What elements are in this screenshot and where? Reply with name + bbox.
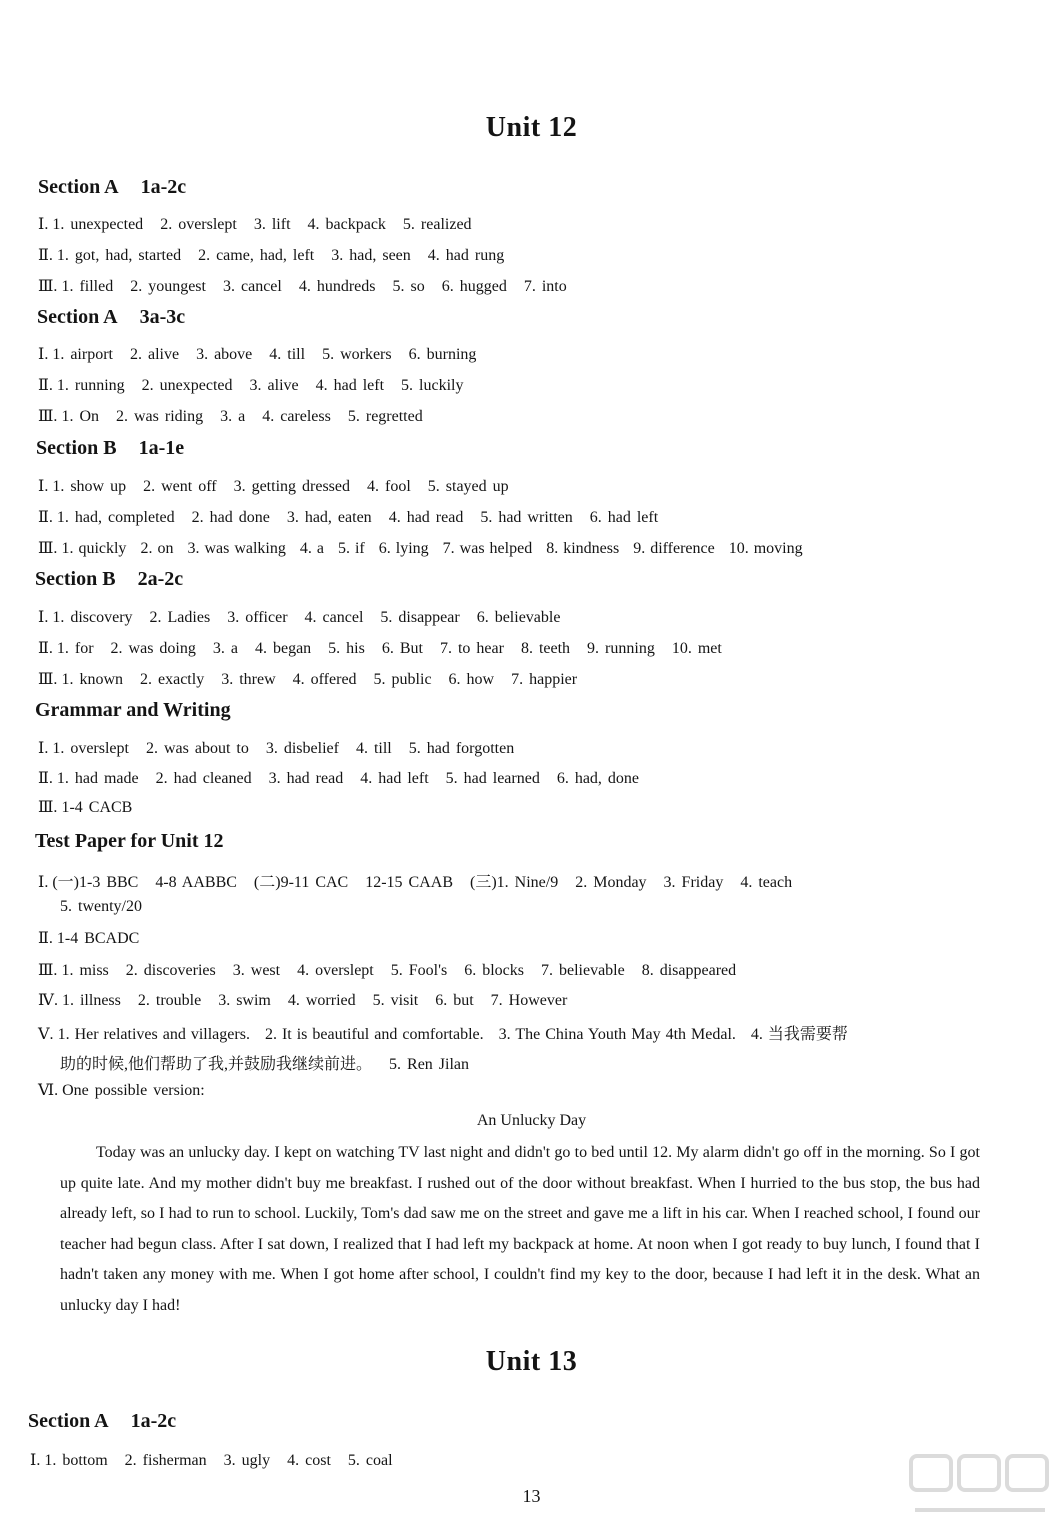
answer-item: 6. believable bbox=[476, 609, 561, 626]
roman-numeral: Ⅰ. bbox=[38, 216, 49, 233]
roman-numeral: Ⅲ. bbox=[38, 799, 58, 816]
answer-item: 6. blocks bbox=[464, 962, 524, 979]
answer-item: 2. on bbox=[140, 540, 174, 557]
answer-item: 6. but bbox=[435, 992, 474, 1009]
answer-item: 7. However bbox=[490, 992, 568, 1009]
section-heading bbox=[37, 306, 185, 329]
answer-item: 5. luckily bbox=[401, 377, 464, 394]
answer-item: 3. cancel bbox=[222, 278, 282, 295]
roman-numeral: Ⅰ. bbox=[38, 346, 49, 363]
answer-item: 1. discovery bbox=[52, 609, 133, 626]
section-heading bbox=[35, 830, 224, 853]
answer-line bbox=[38, 797, 149, 817]
answer-item: 12-15 CAAB bbox=[365, 874, 453, 891]
answer-item: 4. worried bbox=[287, 992, 356, 1009]
answer-item: 2. discoveries bbox=[125, 962, 216, 979]
essay-body: Today was an unlucky day. I kept on watching TV last night and didn't go to bed until 12. My alarm didn't go off in the morning. So I got up quite late. And my mother didn't buy me breakfast. I rushed out of the door without breakfast. When I hurried to the bus stop, the bus had already left, so I had to run to school. Luckily, Tom's dad saw me on the street and gave me a lift in his car. When I reached school, I found our teacher had begun class. After I sat down, I realized that I had left my backpack at home. At noon when I got ready to buy lunch, I found that I hadn't taken any money with me. When I got home after school, I couldn't find my key to the door, because I had left it in the desk. What an unlucky day I had! bbox=[60, 1144, 980, 1314]
answer-line bbox=[38, 406, 440, 426]
roman-numeral: Ⅱ. bbox=[38, 247, 53, 264]
section-heading bbox=[28, 1410, 176, 1433]
roman-numeral: Ⅵ. bbox=[38, 1082, 59, 1099]
answer-line bbox=[38, 214, 489, 234]
answer-item: 5. had learned bbox=[445, 770, 540, 787]
answer-item: 2. Monday bbox=[575, 874, 647, 891]
roman-numeral: Ⅰ. bbox=[30, 1452, 41, 1469]
answer-item: 6. had, done bbox=[556, 770, 640, 787]
answer-item: 1. show up bbox=[52, 478, 127, 495]
answer-item: 5. so bbox=[392, 278, 425, 295]
answer-item: (一)1-3 BBC bbox=[52, 874, 139, 891]
answer-line bbox=[38, 1021, 848, 1044]
answer-item: (三)1. Nine/9 bbox=[470, 874, 559, 891]
answer-item: 4. began bbox=[254, 640, 312, 657]
answer-item: 2. unexpected bbox=[141, 377, 233, 394]
answer-item: 1. known bbox=[61, 671, 123, 688]
answer-item: 5. if bbox=[337, 540, 365, 557]
answer-item: 9. running bbox=[587, 640, 655, 657]
answer-line bbox=[38, 507, 675, 527]
answer-item: 6. how bbox=[448, 671, 495, 688]
answer-item: 2. was riding bbox=[116, 408, 204, 425]
answer-item: 2. overslept bbox=[160, 216, 237, 233]
answer-item: 4-8 AABBC bbox=[155, 874, 237, 891]
answer-item: 7. happier bbox=[511, 671, 578, 688]
roman-numeral: Ⅲ. bbox=[38, 408, 58, 425]
roman-numeral: Ⅰ. bbox=[38, 609, 49, 626]
answer-line bbox=[38, 245, 521, 265]
section-heading bbox=[36, 437, 184, 460]
answer-item: 8. teeth bbox=[520, 640, 571, 657]
answer-item: 5. coal bbox=[347, 1452, 393, 1469]
answer-line bbox=[38, 928, 156, 948]
answer-item: 2. had cleaned bbox=[155, 770, 252, 787]
answer-item: 3. The China Youth May 4th Medal. bbox=[498, 1026, 736, 1043]
answer-item: 1. had made bbox=[56, 770, 139, 787]
section-part: 1a-1e bbox=[138, 437, 185, 459]
section-name: Section A bbox=[37, 306, 118, 328]
roman-numeral: Ⅴ. bbox=[38, 1026, 54, 1043]
answer-item: 4. had left bbox=[360, 770, 429, 787]
answer-item: 5. Ren Jilan bbox=[389, 1056, 470, 1073]
answer-item: 3. had, eaten bbox=[286, 509, 372, 526]
answer-item: 7. believable bbox=[540, 962, 625, 979]
answer-item: 3. ugly bbox=[223, 1452, 271, 1469]
answer-item: 3. had, seen bbox=[331, 247, 411, 264]
answer-item: 1-4 BCADC bbox=[56, 930, 140, 947]
answer-item: 3. swim bbox=[218, 992, 271, 1009]
section-heading bbox=[35, 568, 183, 591]
answer-item: 10. moving bbox=[728, 540, 803, 557]
answer-item: 4. teach bbox=[740, 874, 793, 891]
answer-line bbox=[38, 638, 739, 658]
answer-line bbox=[38, 476, 526, 496]
answer-item: 5. public bbox=[373, 671, 432, 688]
roman-numeral: Ⅱ. bbox=[38, 770, 53, 787]
answer-line bbox=[38, 1080, 222, 1100]
answer-item: 1. miss bbox=[61, 962, 109, 979]
answer-item: 1. filled bbox=[61, 278, 114, 295]
answer-item: 5. realized bbox=[402, 216, 472, 233]
answer-item: 5. workers bbox=[322, 346, 392, 363]
answer-item: 3. a bbox=[212, 640, 238, 657]
roman-numeral: Ⅲ. bbox=[38, 540, 58, 557]
section-part: 1a-2c bbox=[140, 176, 187, 198]
answer-item: 3. alive bbox=[249, 377, 299, 394]
answer-line bbox=[38, 669, 594, 689]
answer-item: 6. burning bbox=[408, 346, 477, 363]
answer-item: 5. twenty/20 bbox=[60, 898, 142, 915]
watermark-logo bbox=[905, 1430, 1055, 1530]
answer-item: 7. to hear bbox=[439, 640, 504, 657]
roman-numeral: Ⅲ. bbox=[38, 962, 58, 979]
roman-numeral: Ⅱ. bbox=[38, 930, 53, 947]
answer-item: 4. careless bbox=[262, 408, 331, 425]
answer-item: 3. a bbox=[220, 408, 246, 425]
answer-line bbox=[38, 538, 803, 558]
unit-title: Unit 13 bbox=[485, 1346, 578, 1377]
answer-item: 4. had rung bbox=[427, 247, 505, 264]
unit-title: Unit 12 bbox=[485, 112, 578, 143]
answer-line bbox=[38, 344, 493, 364]
answer-item: 3. above bbox=[196, 346, 253, 363]
answer-item: 5. Fool's bbox=[390, 962, 448, 979]
answer-item: 3. getting dressed bbox=[233, 478, 350, 495]
answer-item: 1. unexpected bbox=[52, 216, 144, 233]
answer-line bbox=[38, 869, 809, 892]
answer-item: 5. disappear bbox=[380, 609, 460, 626]
roman-numeral: Ⅱ. bbox=[38, 509, 53, 526]
answer-line bbox=[38, 738, 531, 758]
answer-item: 7. into bbox=[523, 278, 567, 295]
section-heading bbox=[35, 699, 231, 722]
answer-item: 1. quickly bbox=[61, 540, 127, 557]
answer-item: 4. had left bbox=[315, 377, 385, 394]
answer-item: 4. hundreds bbox=[298, 278, 376, 295]
answer-item: 4. overslept bbox=[297, 962, 374, 979]
answer-item: 2. alive bbox=[129, 346, 180, 363]
roman-numeral: Ⅲ. bbox=[38, 671, 58, 688]
answer-item: 3. lift bbox=[253, 216, 291, 233]
answer-item: 3. had read bbox=[268, 770, 344, 787]
answer-item: 5. visit bbox=[372, 992, 419, 1009]
section-part: 3a-3c bbox=[139, 306, 186, 328]
section-name: Section A bbox=[38, 176, 119, 198]
answer-line bbox=[60, 898, 159, 916]
section-part: 1a-2c bbox=[130, 1410, 177, 1432]
answer-item: 4. till bbox=[269, 346, 306, 363]
section-name: Test Paper for Unit 12 bbox=[35, 830, 224, 852]
answer-item: 1. bottom bbox=[44, 1452, 108, 1469]
answer-line bbox=[60, 1051, 486, 1074]
answer-item: 2. Ladies bbox=[149, 609, 211, 626]
answer-line bbox=[30, 1450, 410, 1470]
answer-line bbox=[38, 768, 656, 788]
answer-item: 6. had left bbox=[589, 509, 659, 526]
roman-numeral: Ⅲ. bbox=[38, 278, 58, 295]
answer-item: 4. cancel bbox=[304, 609, 364, 626]
answer-item: (二)9-11 CAC bbox=[253, 874, 349, 891]
answer-item: 1. had, completed bbox=[56, 509, 175, 526]
answer-item: 2. It is beautiful and comfortable. bbox=[264, 1026, 484, 1043]
answer-item: 2. exactly bbox=[140, 671, 205, 688]
section-heading bbox=[38, 176, 186, 199]
answer-item: 5. stayed up bbox=[427, 478, 509, 495]
page-number: 13 bbox=[522, 1486, 541, 1506]
answer-item: 1. for bbox=[56, 640, 94, 657]
answer-item: 1. got, had, started bbox=[56, 247, 182, 264]
roman-numeral: Ⅰ. bbox=[38, 478, 49, 495]
essay-title: An Unlucky Day bbox=[476, 1112, 587, 1129]
answer-item: 5. his bbox=[328, 640, 365, 657]
answer-line bbox=[38, 276, 584, 296]
answer-item: 5. had forgotten bbox=[408, 740, 515, 757]
answer-item: 4. fool bbox=[367, 478, 411, 495]
answer-item: 5. had written bbox=[480, 509, 573, 526]
answer-item: 2. fisherman bbox=[124, 1452, 207, 1469]
answer-item: 4. cost bbox=[287, 1452, 331, 1469]
answer-item: 助的时候,他们帮助了我,并鼓励我继续前进。 bbox=[60, 1056, 373, 1073]
answer-item: 2. was doing bbox=[110, 640, 196, 657]
answer-line bbox=[38, 960, 753, 980]
answer-item: 3. threw bbox=[221, 671, 276, 688]
answer-item: 6. lying bbox=[378, 540, 429, 557]
roman-numeral: Ⅳ. bbox=[38, 992, 58, 1009]
section-name: Grammar and Writing bbox=[35, 699, 231, 721]
answer-item: 2. trouble bbox=[137, 992, 202, 1009]
answer-item: 5. regretted bbox=[347, 408, 423, 425]
answer-item: 6. hugged bbox=[441, 278, 507, 295]
roman-numeral: Ⅰ. bbox=[38, 740, 49, 757]
answer-item: 2. was about to bbox=[145, 740, 249, 757]
answer-item: 4. offered bbox=[292, 671, 357, 688]
answer-item: 1. On bbox=[61, 408, 99, 425]
roman-numeral: Ⅱ. bbox=[38, 640, 53, 657]
answer-line bbox=[38, 607, 577, 627]
section-name: Section B bbox=[35, 568, 116, 590]
answer-item: 7. was helped bbox=[442, 540, 533, 557]
answer-item: 8. disappeared bbox=[641, 962, 737, 979]
answer-item: 2. went off bbox=[143, 478, 217, 495]
answer-item: 10. met bbox=[671, 640, 722, 657]
answer-item: 3. disbelief bbox=[265, 740, 339, 757]
answer-item: 8. kindness bbox=[546, 540, 620, 557]
answer-item: One possible version: bbox=[62, 1082, 205, 1099]
answer-item: 3. west bbox=[232, 962, 281, 979]
section-part: 2a-2c bbox=[137, 568, 184, 590]
answer-item: 1-4 CACB bbox=[61, 799, 133, 816]
answer-line bbox=[38, 990, 584, 1010]
answer-item: 1. running bbox=[56, 377, 125, 394]
answer-item: 3. officer bbox=[227, 609, 288, 626]
roman-numeral: Ⅰ. bbox=[38, 874, 49, 891]
answer-item: 2. youngest bbox=[130, 278, 206, 295]
answer-item: 2. had done bbox=[191, 509, 270, 526]
answer-item: 4. backpack bbox=[307, 216, 386, 233]
answer-item: 3. Friday bbox=[663, 874, 724, 891]
section-name: Section A bbox=[28, 1410, 109, 1432]
answer-item: 9. difference bbox=[633, 540, 715, 557]
answer-item: 3. was walking bbox=[187, 540, 286, 557]
answer-item: 1. airport bbox=[52, 346, 113, 363]
roman-numeral: Ⅱ. bbox=[38, 377, 53, 394]
answer-item: 1. illness bbox=[61, 992, 121, 1009]
section-name: Section B bbox=[36, 437, 117, 459]
answer-line bbox=[38, 375, 480, 395]
answer-item: 1. overslept bbox=[52, 740, 129, 757]
answer-item: 1. Her relatives and villagers. bbox=[57, 1026, 250, 1043]
answer-item: 2. came, had, left bbox=[198, 247, 315, 264]
answer-item: 6. But bbox=[381, 640, 423, 657]
answer-item: 4. a bbox=[299, 540, 324, 557]
answer-item: 4. till bbox=[355, 740, 392, 757]
answer-item: 4. had read bbox=[388, 509, 464, 526]
answer-item: 4. 当我需要帮 bbox=[750, 1026, 848, 1043]
